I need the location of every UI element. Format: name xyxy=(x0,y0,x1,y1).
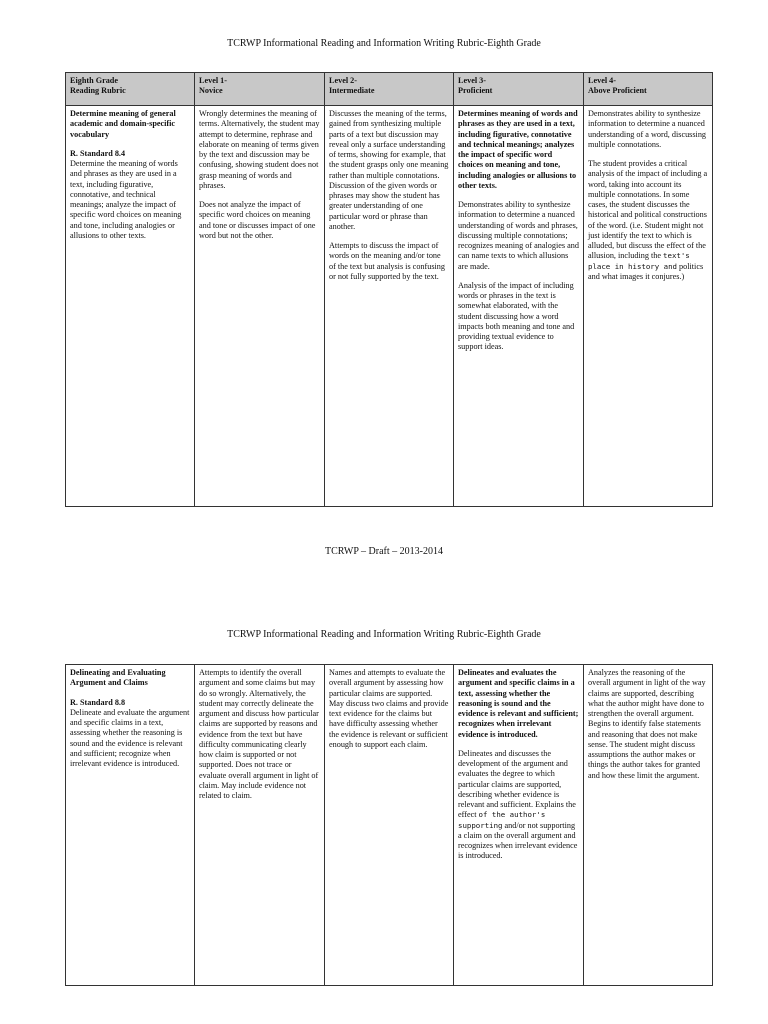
table-row xyxy=(66,665,713,986)
header-cell-level-3: Level 3- Proficient xyxy=(454,73,584,106)
level-1-cell: Wrongly determines the meaning of terms. Alternatively, the student may attempt to determine, rephrase and elaborate on meaning of terms given by the text and discussion may be confusing, showing student does not grasp meaning of words and phrases. Does not analyze the impact of specific word choices on meaning and tone or discusses impact of one word but not the other. xyxy=(195,106,325,507)
standard-label: R. Standard 8.4 xyxy=(70,148,126,158)
level-3-cell: Determines meaning of words and phrases as they are used in a text, including figurative, connotative and technical meanings; analyzes the impact of specific word choices on meaning and tone, including analogies or allusions to other texts. Demonstrates ability to synthesize information to determine a nuanced understanding of words and phrases, discussing multiple connotations; recognizes meaning of analogies and can name texts to which allusions are made. Analysis of the impact of including words or phrases in the text is somewhat elaborated, with the student discussing how a word impacts both meaning and tone and providing textual evidence to support ideas. xyxy=(454,106,584,507)
level-4-cell: Demonstrates ability to synthesize information to determine a nuanced understanding of a word, discussing multiple connotations. The student provides a critical analysis of the impact of including a word, taking into account its multiple connotations. In some cases, the student discusses the historical and political constructions of the word. (i.e. Student might not just identify the text to which is alluded, but discuss the effect of the allusion, including the text's place in history and politics and what images it conjures.) xyxy=(584,106,713,507)
header-cell-level-4: Level 4- Above Proficient xyxy=(584,73,713,106)
page-footer: TCRWP – Draft – 2013-2014 xyxy=(325,546,443,557)
category-cell xyxy=(66,665,195,986)
header-cell-category: Eighth Grade Reading Rubric xyxy=(66,73,195,106)
category-title: Determine meaning of general academic and domain-specific vocabulary xyxy=(70,109,176,139)
header-cell-level-1: Level 1- Novice xyxy=(195,73,325,106)
page-title: TCRWP Informational Reading and Information Writing Rubric-Eighth Grade xyxy=(227,629,541,640)
category-cell xyxy=(66,106,195,507)
header-cell-level-2: Level 2- Intermediate xyxy=(325,73,454,106)
page-title: TCRWP Informational Reading and Information Writing Rubric-Eighth Grade xyxy=(227,38,541,49)
standard-label: R. Standard 8.8 xyxy=(70,697,126,707)
level-4-cell: Analyzes the reasoning of the overall argument in light of the way claims are supported, describing what the author might have done to strengthen the overall argument. Begins to identify false statements and reasoning that does not make sense. The student might discuss assumptions the author makes or things the author takes for granted and how these limit the argument. xyxy=(584,665,713,986)
category-title: Delineating and Evaluating Argument and Claims xyxy=(70,668,166,688)
level-3-cell: Delineates and evaluates the argument and specific claims in a text, assessing whether the reasoning is sound and the evidence is relevant and sufficient; recognizes when irrelevant evidence is introduced. Delineates and discusses the development of the argument and evaluates the degree to which particular claims are supported, describing whether evidence is relevant and sufficient. Explains the effect of the author's supporting and/or not supporting a claim on the overall argument and recognizes when irrelevant evidence is introduced. xyxy=(454,665,584,986)
standard-text: Determine the meaning of words and phrases as they are used in a text, including figurative, connotative, and technical meanings; analyze the impact of specific word choices on meaning and tone, including analogies or allusions to other texts. xyxy=(70,159,182,240)
rubric-table-vocabulary xyxy=(65,72,713,507)
level-2-cell: Names and attempts to evaluate the overall argument by assessing how particular claims are supported. May discuss two claims and provide text evidence for the claims but have difficulty assessing whether the evidence is relevant or sufficient enough to support each claim. xyxy=(325,665,454,986)
level-1-cell: Attempts to identify the overall argument and some claims but may do so wrongly. Alternatively, the student may correctly delineate the argument and discuss how particular claims are supported by reasons and evidence from the text but have difficulty communicating clearly how claim is supported or not supported. Does not trace or evaluate overall argument in light of claim. May include evidence not related to claim. xyxy=(195,665,325,986)
rubric-table-argument xyxy=(65,664,713,986)
table-row xyxy=(66,106,713,507)
table-header-row xyxy=(66,73,713,106)
level-2-cell: Discusses the meaning of the terms, gained from synthesizing multiple parts of a text but discussion may reveal only a surface understanding of terms, showing for example, that the student grasps only one meaning rather than multiple connotations. Discussion of the given words or phrases may show the student has greater understanding of one particular word or phrase than another. Attempts to discuss the impact of words on the meaning and/or tone of the text but analysis is confusing or not fully supported by the text. xyxy=(325,106,454,507)
standard-text: Delineate and evaluate the argument and specific claims in a text, assessing whether the reasoning is sound and the evidence is relevant and sufficient; recognize when irrelevant evidence is introduced. xyxy=(70,707,190,768)
